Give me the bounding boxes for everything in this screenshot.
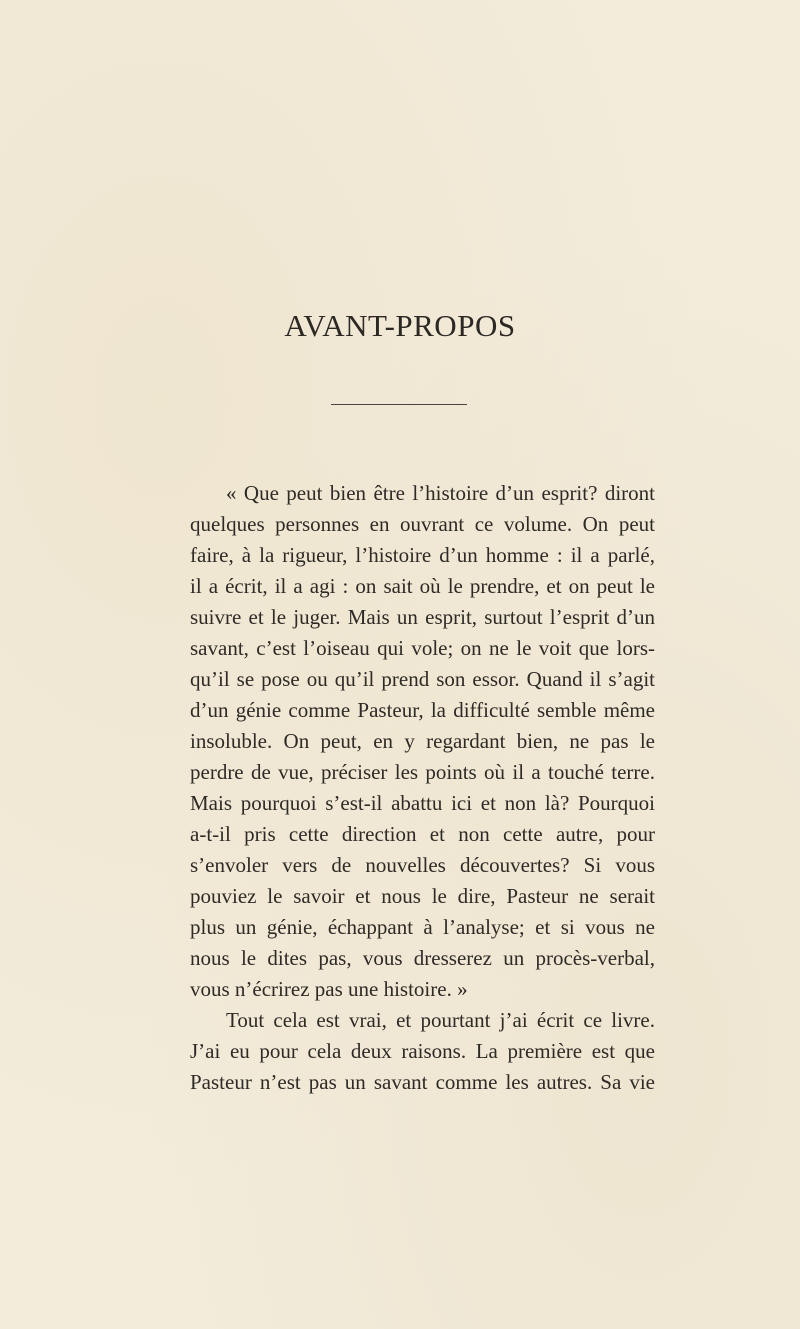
text-line: J’ai eu pour cela deux raisons. La première est que <box>190 1039 655 1063</box>
title-divider <box>331 404 467 405</box>
text-line: Tout cela est vrai, et pourtant j’ai écrit ce livre. <box>226 1008 655 1032</box>
text-line: a-t-il pris cette direction et non cette autre, pour <box>190 822 655 846</box>
text-line: quelques personnes en ouvrant ce volume. On peut <box>190 512 655 536</box>
text-line: savant, c’est l’oiseau qui vole; on ne le voit que lors- <box>190 636 655 660</box>
text-line: qu’il se pose ou qu’il prend son essor. Quand il s’agit <box>190 667 655 691</box>
text-line: il a écrit, il a agi : on sait où le prendre, et on peut le <box>190 574 655 598</box>
text-line: insoluble. On peut, en y regardant bien, ne pas le <box>190 729 655 753</box>
text-line: Pasteur n’est pas un savant comme les autres. Sa vie <box>190 1070 655 1094</box>
text-line: faire, à la rigueur, l’histoire d’un homme : il a parlé, <box>190 543 655 567</box>
text-line: suivre et le juger. Mais un esprit, surtout l’esprit d’un <box>190 605 655 629</box>
text-line: plus un génie, échappant à l’analyse; et si vous ne <box>190 915 655 939</box>
text-line: s’envoler vers de nouvelles découvertes? Si vous <box>190 853 655 877</box>
text-line: d’un génie comme Pasteur, la difficulté semble même <box>190 698 655 722</box>
text-line: perdre de vue, préciser les points où il a touché terre. <box>190 760 655 784</box>
text-line: pouviez le savoir et nous le dire, Pasteur ne serait <box>190 884 655 908</box>
page-title: AVANT-PROPOS <box>284 308 516 343</box>
text-line: nous le dites pas, vous dresserez un procès-verbal, <box>190 946 655 970</box>
text-line: « Que peut bien être l’histoire d’un esprit? diront <box>226 481 655 505</box>
text-line: vous n’écrirez pas une histoire. » <box>190 977 468 1001</box>
text-line: Mais pourquoi s’est-il abattu ici et non là? Pourquoi <box>190 791 655 815</box>
